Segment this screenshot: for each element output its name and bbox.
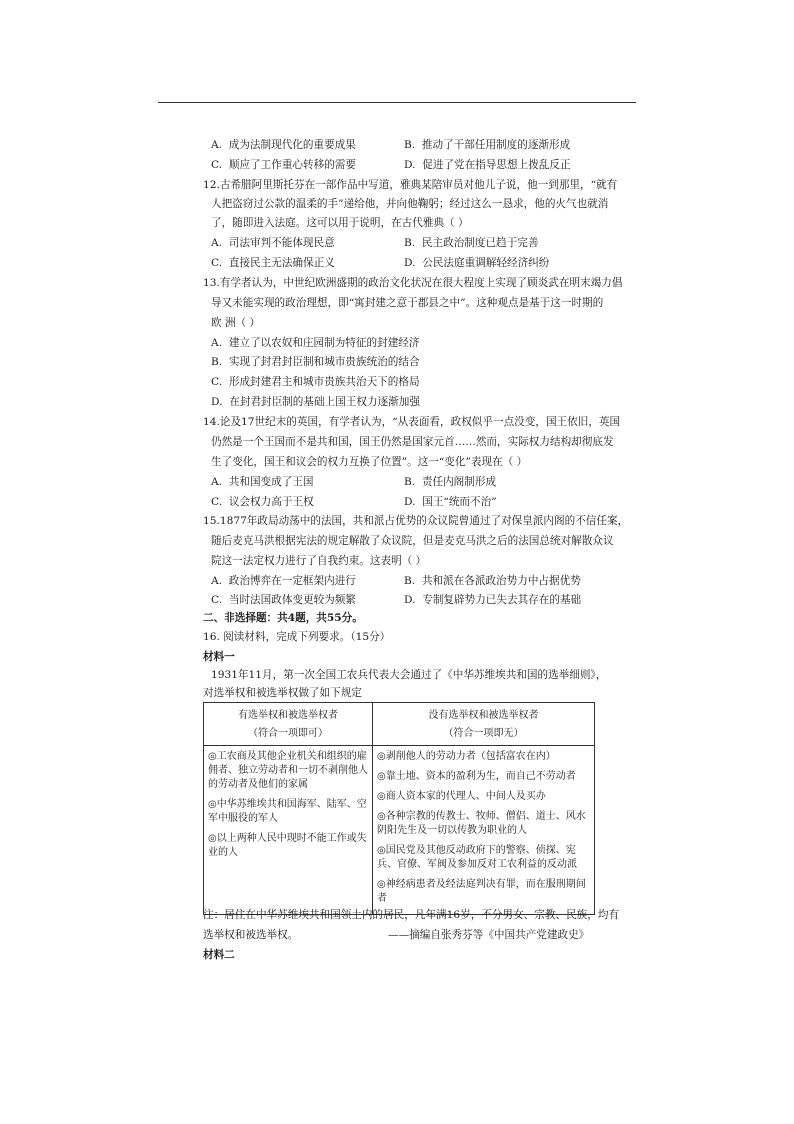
q13-option-d: D. 在封君封臣制的基础上国王权力逐渐加强 [211,396,420,408]
q11-option-c: C. 顺应了工作重心转移的需要 [211,159,356,171]
list-item: ◎神经病患者及经法庭判决有罪，而在服刑期间者 [377,879,586,904]
q14-option-d: D. 国王“统而不治” [404,496,497,508]
right-header-subtext: （符合一项即无） [443,728,524,739]
left-column-header [204,703,373,746]
table-note-line-1: 注：居住在中华苏维埃共和国领土内的居民，凡年满16岁，不分男女、宗教、民族，均有 [203,909,620,921]
list-item: ◎中华苏维埃共和国海军、陆军、空军中服役的军人 [208,799,367,824]
q12-stem-line-2: 人把盗窃过公款的温柔的手”递给他，并向他鞠躬；经过这么一恳求，他的火气也就消 [211,198,609,210]
list-item: ◎工农商及其他企业机关和组织的雇佣者、独立劳动者和一切不剥削他人的劳动者及他们的家属 [208,751,368,790]
q15-option-a: A. 政治博弈在一定框架内进行 [211,575,356,587]
material-2-label: 材料二 [203,949,235,961]
right-column-header [373,703,595,746]
q11-option-b: B. 推动了干部任用制度的逐渐形成 [404,139,571,151]
q14-stem-line-2: 仍然是一个王国而不是共和国，国王仍然是国家元首……然而，实际权力结构却彻底发 [211,436,614,448]
list-item: ◎靠土地、资本的盈利为生，而自己不劳动者 [377,771,576,782]
q14-stem-line-3: 生了变化，国王和议会的权力互换了位置”。这一“变化”表现在（ ） [211,456,528,468]
list-item: ◎剥削他人的劳动力者（包括富农在内） [377,751,556,762]
q15-stem-line-1: 15.1877年政局动荡中的法国，共和派占优势的众议院曾通过了对保皇派内阁的不信任案， [203,515,629,527]
list-item: ◎各种宗教的传教士、牧师、僧侣、道士、风水阴阳先生及一切以传教为职业的人 [377,811,586,836]
q15-stem-line-3: 院这一法定权力进行了自我约束。这表明（ ） [211,555,427,567]
q15-option-d: D. 专制复辟势力已失去其存在的基础 [404,594,582,606]
material-1-line-1: 1931年11月，第一次全国工农兵代表大会通过了《中华苏维埃共和国的选举细则》， [211,669,607,681]
right-header-text: 没有选举权和被选举权者 [428,710,539,721]
list-item: ◎以上两种人民中现时不能工作或失业的人 [208,833,367,858]
q12-stem-line-3: 了，随即进入法庭。这可以用于说明，在古代雅典（ ） [211,217,469,229]
q11-option-a: A. 成为法制现代化的重要成果 [211,139,356,151]
material-1-label: 材料一 [203,651,235,663]
q13-option-c: C. 形成封建君主和城市贵族共治天下的格局 [211,376,420,388]
header-rule [158,102,636,103]
q15-option-c: C. 当时法国政体变更较为频繁 [211,594,356,606]
q14-option-a: A. 共和国变成了王国 [211,476,314,488]
right-column-cell [373,746,595,915]
material-1-line-2: 对选举权和被选举权做了如下规定 [203,687,362,699]
q12-option-d: D. 公民法庭重调解轻经济纠纷 [404,257,550,269]
q11-option-d: D. 促进了党在指导思想上拨乱反正 [404,159,571,171]
q15-stem-line-2: 随后麦克马洪根据宪法的规定解散了众议院，但是麦克马洪之后的法国总统对解散众议 [211,535,614,547]
q16-prompt: 16. 阅读材料，完成下列要求。（15分） [203,631,391,643]
q12-option-a: A. 司法审判不能体现民意 [211,237,335,249]
table-note-line-2: 选举权和被选举权。 [203,929,299,941]
voting-rights-table [203,702,595,915]
q12-option-c: C. 直接民主无法确保正义 [211,257,335,269]
list-item: ◎商人资本家的代理人、中间人及买办 [377,791,546,802]
q13-stem-line-2: 导又未能实现的政治理想，即“寓封建之意于郡县之中”。这种观点是基于这一时期的 [211,297,604,309]
q13-option-b: B. 实现了封君封臣制和城市贵族统治的结合 [211,356,420,368]
q13-option-a: A. 建立了以农奴和庄园制为特征的封建经济 [211,337,420,349]
q12-option-b: B. 民主政治制度已趋于完善 [404,237,539,249]
left-column-cell [204,746,373,915]
q13-stem-line-3: 欧 洲（ ） [211,317,261,329]
q13-stem-line-1: 13.有学者认为，中世纪欧洲盛期的政治文化状况在很大程度上实现了顾炎武在明末竭力倡 [203,277,623,289]
left-header-text: 有选举权和被选举权者 [238,710,338,721]
left-header-subtext: （符合一项即可） [248,728,328,739]
q12-stem-line-1: 12.古希腊阿里斯托芬在一部作品中写道，雅典某陪审员对他儿子说，他一到那里，“就有 [203,179,618,191]
list-item: ◎国民党及其他反动政府下的警察、侦探、宪兵、官僚、军阀及参加反对工农利益的反动派 [377,845,577,870]
section-heading: 二、非选择题：共4题，共55分。 [203,612,363,624]
source-citation: ——摘编自张秀芬等《中国共产党建政史》 [388,929,590,941]
q14-option-c: C. 议会权力高于王权 [211,496,314,508]
q14-stem-line-1: 14.论及17世纪末的英国，有学者认为，“从表面看，政权似乎一点没变，国王依旧，英国 [203,416,621,428]
q14-option-b: B. 责任内阁制形成 [404,476,497,488]
q15-option-b: B. 共和派在各派政治势力中占据优势 [404,575,581,587]
